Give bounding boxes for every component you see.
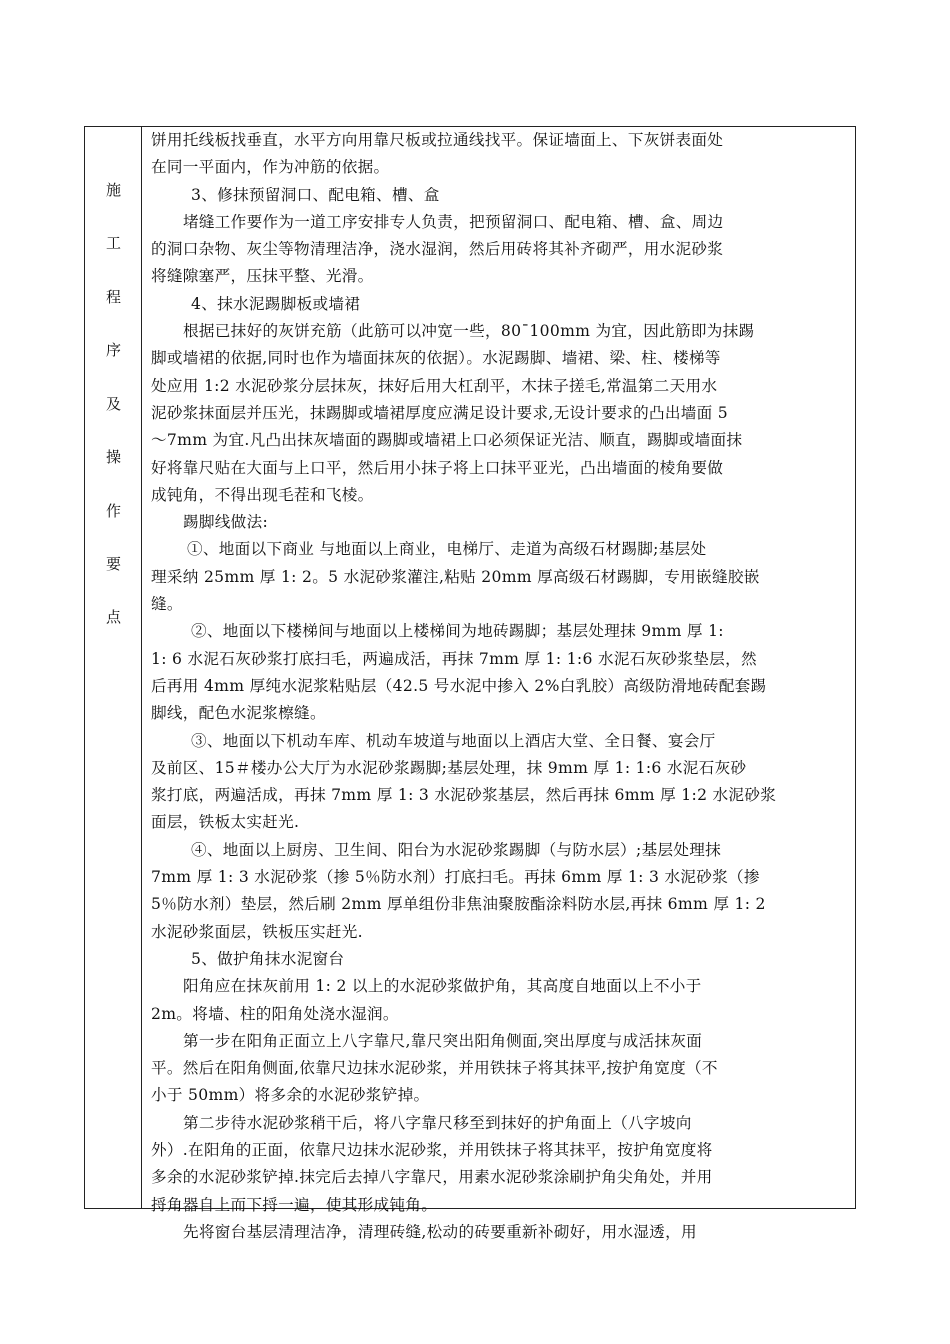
text-line: ②、地面以下楼梯间与地面以上楼梯间为地砖踢脚；基层处理抹 9mm 厚 1: — [191, 622, 724, 641]
text-line: 的洞口杂物、灰尘等物清理洁净，浇水湿润，然后用砖将其补齐砌严，用水泥砂浆 — [151, 240, 724, 259]
text-line: 踢脚线做法: — [183, 513, 269, 532]
text-line: 第一步在阳角正面立上八字靠尺,靠尺突出阳角侧面,突出厚度与成活抹灰面 — [183, 1031, 703, 1050]
text-line: 4、抹水泥踢脚板或墙裙 — [191, 294, 361, 313]
text-line: 7mm 厚 1: 3 水泥砂浆（掺 5％防水剂）打底扫毛。再抹 6mm 厚 1: 3 水泥砂浆（掺 — [151, 868, 760, 887]
text-line: 5％防水剂）垫层，然后刷 2mm 厚单组份非焦油聚胺酯涂料防水层,再抹 6mm 厚 1: 2 — [151, 895, 766, 914]
text-line: 理采纳 25mm 厚 1: 2。5 水泥砂浆灌注,粘贴 20mm 厚高级石材踢脚，专用嵌缝胶嵌 — [151, 567, 760, 586]
section-label-char: 程 — [105, 288, 121, 306]
text-line: 浆打底，两遍活成，再抹 7mm 厚 1: 3 水泥砂浆基层，然后再抹 6mm 厚 1:2 水泥砂浆 — [151, 786, 777, 805]
text-line: ④、地面以上厨房、卫生间、阳台为水泥砂浆踢脚（与防水层）;基层处理抹 — [191, 840, 722, 859]
text-line: 脚或墙裙的依据,同时也作为墙面抹灰的依据）。水泥踢脚、墙裙、梁、柱、楼梯等 — [151, 349, 721, 368]
text-line: 1: 6 水泥石灰砂浆打底扫毛，两遍成活，再抹 7mm 厚 1: 1:6 水泥石灰砂浆垫层，然 — [151, 649, 757, 668]
text-line: 先将窗台基层清理洁净，清理砖缝,松动的砖要重新补砌好，用水湿透，用 — [183, 1222, 697, 1241]
text-line: 后再用 4mm 厚纯水泥浆粘贴层（42.5 号水泥中掺入 2%白乳胶）高级防滑地砖配套踢 — [151, 676, 767, 695]
text-line: 2m。将墙、柱的阳角处浇水湿润。 — [151, 1004, 399, 1023]
text-line: 小于 50mm）将多余的水泥砂浆铲掉。 — [151, 1086, 430, 1105]
text-line: 成钝角，不得出现毛茬和飞棱。 — [151, 485, 374, 504]
section-label-char: 施 — [105, 181, 121, 199]
section-label-char: 工 — [105, 234, 121, 252]
text-line: 堵缝工作要作为一道工序安排专人负责，把预留洞口、配电箱、槽、盒、周边 — [183, 212, 724, 231]
text-line: 脚线，配色水泥浆檫缝。 — [151, 704, 326, 723]
text-line: ③、地面以下机动车库、机动车坡道与地面以上酒店大堂、全日餐、宴会厅 — [191, 731, 716, 750]
text-line: 根据已抹好的灰饼充筋（此筋可以冲宽一些，80¯100mm 为宜，因此筋即为抹踢 — [183, 322, 755, 341]
text-line: 及前区、15＃楼办公大厅为水泥砂浆踢脚;基层处理，抹 9mm 厚 1: 1:6 水泥石灰砂 — [151, 758, 747, 777]
section-label-column — [85, 127, 142, 1208]
section-label-char: 点 — [105, 608, 121, 626]
text-line: 平。然后在阳角侧面,依靠尺边抹水泥砂浆，并用铁抹子将其抹平,按护角宽度（不 — [151, 1059, 718, 1078]
procedure-table — [84, 126, 856, 1241]
text-line: 多余的水泥砂浆铲掉.抹完后去掉八字靠尺，用素水泥砂浆涂刷护角尖角处，并用 — [151, 1168, 713, 1187]
text-line: 阳角应在抹灰前用 1: 2 以上的水泥砂浆做护角，其高度自地面以上不小于 — [183, 977, 702, 996]
text-line: 缝。 — [151, 595, 183, 614]
text-line: ～7mm 为宜.凡凸出抹灰墙面的踢脚或墙裙上口必须保证光洁、顺直，踢脚或墙面抹 — [151, 431, 743, 450]
text-line: 5、做护角抹水泥窗台 — [191, 949, 345, 968]
text-line: 面层，铁板太实赶光. — [151, 813, 300, 832]
procedure-text — [151, 127, 849, 1246]
text-line: 水泥砂浆面层，铁板压实赶光. — [151, 922, 363, 941]
section-label-char: 作 — [105, 502, 121, 520]
text-line: 在同一平面内，作为冲筋的依据。 — [151, 158, 390, 177]
text-line: 泥砂浆抹面层并压光，抹踢脚或墙裙厚度应满足设计要求,无设计要求的凸出墙面 5 — [151, 403, 729, 422]
text-line: 将缝隙塞严，压抹平整、光滑。 — [151, 267, 374, 286]
section-label-char: 要 — [105, 555, 121, 573]
section-label-char: 序 — [105, 341, 121, 359]
text-line: 处应用 1:2 水泥砂浆分层抹灰，抹好后用大杠刮平，木抹子搓毛,常温第二天用水 — [151, 376, 718, 395]
text-line: 外）.在阳角的正面，依靠尺边抹水泥砂浆，并用铁抹子将其抹平，按护角宽度将 — [151, 1140, 713, 1159]
text-line: 好将靠尺贴在大面与上口平，然后用小抹子将上口抹平亚光，凸出墙面的棱角要做 — [151, 458, 724, 477]
text-line: 第二步待水泥砂浆稍干后，将八字靠尺移至到抹好的护角面上（八字坡向 — [183, 1113, 692, 1132]
text-line: ①、地面以下商业 与地面以上商业，电梯厅、走道为高级石材踢脚;基层处 — [187, 540, 707, 559]
section-label-char: 操 — [105, 448, 121, 466]
text-line: 饼用托线板找垂直，水平方向用靠尺板或拉通线找平。保证墙面上、下灰饼表面处 — [151, 131, 724, 149]
text-line: 3、修抹预留洞口、配电箱、槽、盒 — [191, 185, 440, 204]
section-label-char: 及 — [105, 395, 121, 413]
text-line: 捋角器自上而下捋一遍，使其形成钝角。 — [151, 1195, 438, 1214]
